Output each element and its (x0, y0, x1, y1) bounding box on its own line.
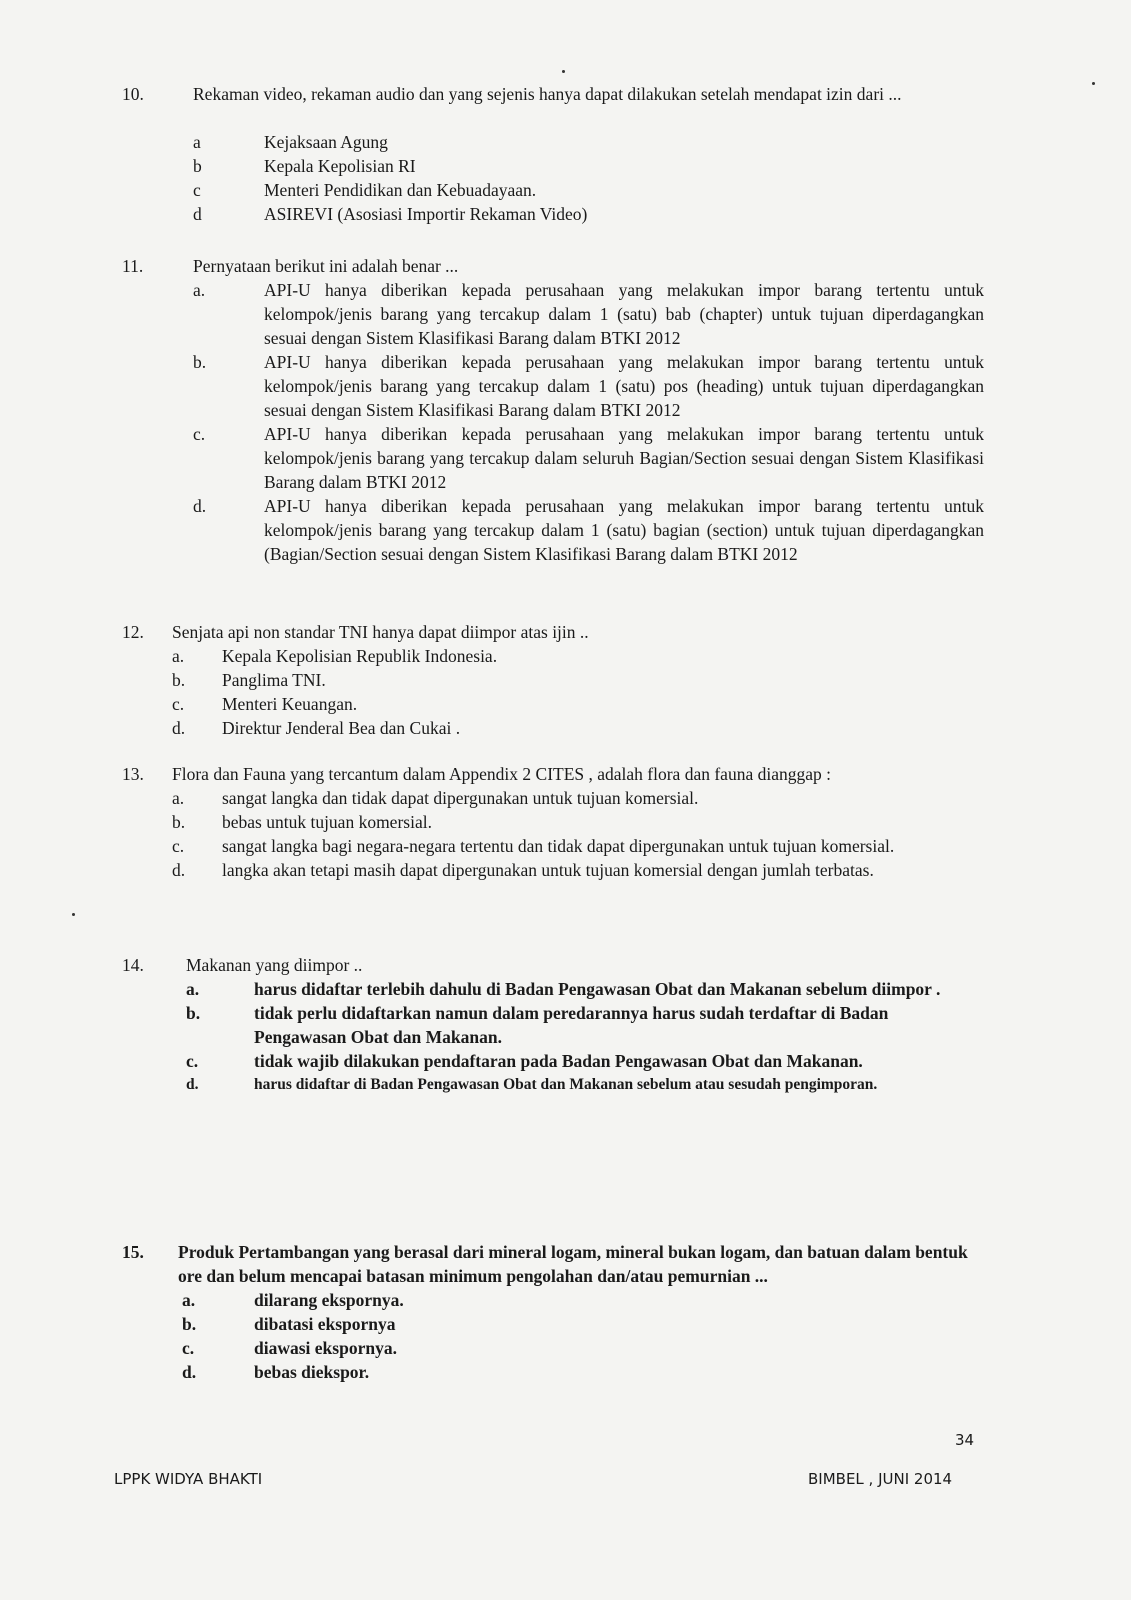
option-label: b. (172, 670, 186, 690)
option-text: tidak perlu didaftarkan namun dalam peredarannya harus sudah terdaftar di Badan Pengawasan Obat dan Makanan. (254, 1003, 889, 1047)
question-15 (122, 1240, 1002, 1384)
question-stem: Pernyataan berikut ini adalah benar ... (193, 256, 459, 276)
question-stem: Senjata api non standar TNI hanya dapat diimpor atas ijin .. (172, 622, 589, 642)
option-text: Kejaksaan Agung (264, 132, 388, 152)
option-b (122, 1001, 1002, 1049)
option-label: d. (193, 496, 207, 516)
footer-right: BIMBEL , JUNI 2014 (808, 1470, 953, 1488)
question-number: 15. (122, 1242, 144, 1262)
option-d (122, 494, 992, 566)
option-text: API-U hanya diberikan kepada perusahaan yang melakukan impor barang tertentu untuk kelompok/jenis barang yang tercakup dalam seluruh Bagian/Section sesuai dengan Sistem Klasifikasi Barang dalam BTKI 2012 (264, 424, 984, 492)
question-number: 10. (122, 84, 144, 104)
option-a (122, 977, 1002, 1001)
option-text: Direktur Jenderal Bea dan Cukai . (222, 718, 461, 738)
option-a (122, 130, 992, 154)
question-stem: Produk Pertambangan yang berasal dari mineral logam, mineral bukan logam, dan batuan dalam bentuk ore dan belum mencapai batasan minimum pengolahan dan/atau pemurnian ... (178, 1242, 968, 1286)
option-text: Menteri Pendidikan dan Kebuadayaan. (264, 180, 537, 200)
option-label: c (193, 180, 201, 200)
option-a (122, 644, 1002, 668)
option-text: sangat langka bagi negara-negara tertentu dan tidak dapat dipergunakan untuk tujuan komersial. (222, 836, 895, 856)
scan-speck (72, 913, 75, 916)
option-d (122, 858, 1002, 882)
option-text: bebas diekspor. (254, 1362, 370, 1382)
option-text: API-U hanya diberikan kepada perusahaan yang melakukan impor barang tertentu untuk kelompok/jenis barang yang tercakup dalam 1 (satu) pos (heading) untuk tujuan diperdagangkan sesuai dengan Sistem Klasifikasi Barang dalam BTKI 2012 (264, 352, 984, 420)
question-11 (122, 254, 992, 566)
question-10 (122, 82, 992, 226)
option-a (122, 1288, 1002, 1312)
option-c (122, 1336, 1002, 1360)
question-stem: Flora dan Fauna yang tercantum dalam Appendix 2 CITES , adalah flora dan fauna dianggap : (172, 764, 831, 784)
option-label: a (193, 132, 201, 152)
option-d (122, 1360, 1002, 1384)
option-d (122, 716, 1002, 740)
option-b (122, 810, 1002, 834)
option-text: Menteri Keuangan. (222, 694, 358, 714)
option-label: d. (186, 1076, 199, 1093)
option-b (122, 1312, 1002, 1336)
option-label: b (193, 156, 202, 176)
option-d (122, 1073, 1002, 1097)
option-text: bebas untuk tujuan komersial. (222, 812, 432, 832)
option-c (122, 1049, 1002, 1073)
option-text: harus didaftar di Badan Pengawasan Obat dan Makanan sebelum atau sesudah pengimporan. (254, 1076, 878, 1093)
option-text: dilarang ekspornya. (254, 1290, 404, 1310)
option-b (122, 668, 1002, 692)
option-label: c. (172, 836, 185, 856)
option-label: c. (172, 694, 185, 714)
option-label: c. (193, 424, 206, 444)
option-label: a. (193, 280, 206, 300)
option-label: b. (193, 352, 207, 372)
question-number: 12. (122, 622, 144, 642)
option-a (122, 278, 992, 350)
question-13 (122, 762, 1002, 882)
option-text: tidak wajib dilakukan pendaftaran pada Badan Pengawasan Obat dan Makanan. (254, 1051, 863, 1071)
option-text: sangat langka dan tidak dapat dipergunakan untuk tujuan komersial. (222, 788, 699, 808)
option-text: API-U hanya diberikan kepada perusahaan yang melakukan impor barang tertentu untuk kelompok/jenis barang yang tercakup dalam 1 (satu) bab (chapter) untuk tujuan diperdagangkan sesuai dengan Sistem Klasifikasi Barang dalam BTKI 2012 (264, 280, 984, 348)
option-label: d. (172, 860, 186, 880)
option-label: a. (172, 646, 185, 666)
question-number: 11. (122, 256, 144, 276)
scan-speck (562, 70, 565, 73)
question-number: 13. (122, 764, 144, 784)
option-b (122, 350, 992, 422)
option-text: dibatasi ekspornya (254, 1314, 396, 1334)
option-label: b. (172, 812, 186, 832)
option-b (122, 154, 992, 178)
option-text: Kepala Kepolisian RI (264, 156, 416, 176)
question-number: 14. (122, 955, 144, 975)
scan-speck (1092, 82, 1095, 85)
page-number: 34 (955, 1431, 975, 1449)
question-14 (122, 953, 1002, 1097)
option-label: d. (182, 1362, 197, 1382)
option-label: a. (172, 788, 185, 808)
option-text: Kepala Kepolisian Republik Indonesia. (222, 646, 498, 666)
option-text: langka akan tetapi masih dapat dipergunakan untuk tujuan komersial dengan jumlah terbatas. (222, 860, 874, 880)
option-label: c. (182, 1338, 195, 1358)
footer-left: LPPK WIDYA BHAKTI (114, 1470, 263, 1488)
option-label: c. (186, 1051, 199, 1071)
question-12 (122, 620, 1002, 740)
option-c (122, 422, 992, 494)
option-d (122, 202, 992, 226)
option-text: diawasi ekspornya. (254, 1338, 397, 1358)
option-label: d. (172, 718, 186, 738)
option-a (122, 786, 1002, 810)
option-label: a. (182, 1290, 196, 1310)
option-c (122, 692, 1002, 716)
option-label: a. (186, 979, 200, 999)
option-text: harus didaftar terlebih dahulu di Badan Pengawasan Obat dan Makanan sebelum diimpor . (254, 979, 941, 999)
option-label: b. (182, 1314, 197, 1334)
option-text: ASIREVI (Asosiasi Importir Rekaman Video) (264, 204, 588, 224)
option-text: Panglima TNI. (222, 670, 326, 690)
option-c (122, 178, 992, 202)
question-stem: Makanan yang diimpor .. (186, 955, 363, 975)
option-text: API-U hanya diberikan kepada perusahaan yang melakukan impor barang tertentu untuk kelompok/jenis barang yang tercakup dalam 1 (satu) bagian (section) untuk tujuan diperdagangkan (Bagian/Section sesuai dengan Sistem Klasifikasi Barang dalam BTKI 2012 (264, 496, 984, 564)
option-label: d (193, 204, 202, 224)
question-stem: Rekaman video, rekaman audio dan yang sejenis hanya dapat dilakukan setelah mendapat izin dari ... (193, 84, 902, 104)
option-c (122, 834, 1002, 858)
option-label: b. (186, 1003, 201, 1023)
